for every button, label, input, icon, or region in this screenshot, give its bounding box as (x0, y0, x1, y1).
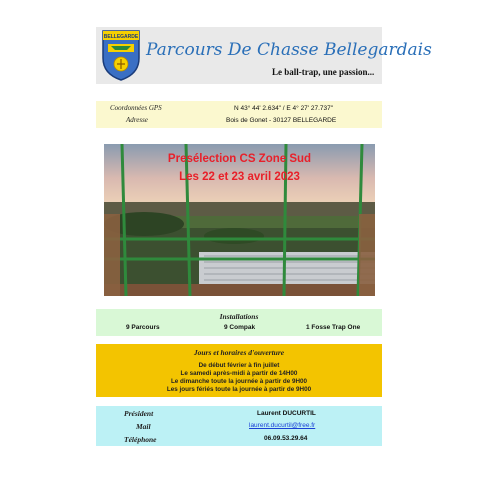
phone-label: Téléphone (124, 435, 157, 444)
hours-line: De début février à fin juillet (198, 362, 280, 369)
hours-line: Le samedi après-midi à partir de 14H00 (180, 370, 298, 377)
crest-label: BELLEGARDE (103, 34, 139, 40)
mail-link[interactable]: laurent.ducurtil@free.fr (249, 422, 316, 429)
contact-band (96, 406, 382, 446)
president-value: Laurent DUCURTIL (257, 410, 316, 417)
gps-label: Coordonnées GPS (110, 104, 162, 112)
shooting-stand-image (104, 144, 375, 296)
event-dates: Les 22 et 23 avril 2023 (179, 171, 300, 183)
location-band (96, 101, 382, 128)
bellegarde-crest-icon (100, 28, 142, 82)
club-title: Parcours De Chasse Bellegardais (146, 40, 432, 60)
installations-band (96, 309, 382, 336)
event-title: Presélection CS Zone Sud (167, 153, 312, 165)
hours-title: Jours et horaires d'ouverture (193, 348, 285, 357)
installation-item: 9 Parcours (126, 324, 160, 331)
president-label: Président (124, 409, 154, 418)
installations-title: Installations (219, 312, 259, 321)
installation-item: 1 Fosse Trap One (306, 324, 361, 331)
range-photo (104, 144, 375, 296)
address-label: Adresse (126, 116, 148, 124)
gps-value: N 43° 44' 2.634" / E 4° 27' 27.737" (234, 105, 334, 112)
installation-item: 9 Compak (224, 324, 256, 331)
hours-line: Le dimanche toute la journée à partir de 9H00 (170, 378, 308, 385)
tagline: Le ball-trap, une passion... (272, 67, 375, 77)
address-value: Bois de Gonet - 30127 BELLEGARDE (226, 117, 337, 124)
hours-line: Les jours fériés toute la journée à partir de 9H00 (166, 386, 312, 393)
mail-label: Mail (136, 422, 151, 431)
phone-value: 06.09.53.29.64 (264, 435, 308, 442)
